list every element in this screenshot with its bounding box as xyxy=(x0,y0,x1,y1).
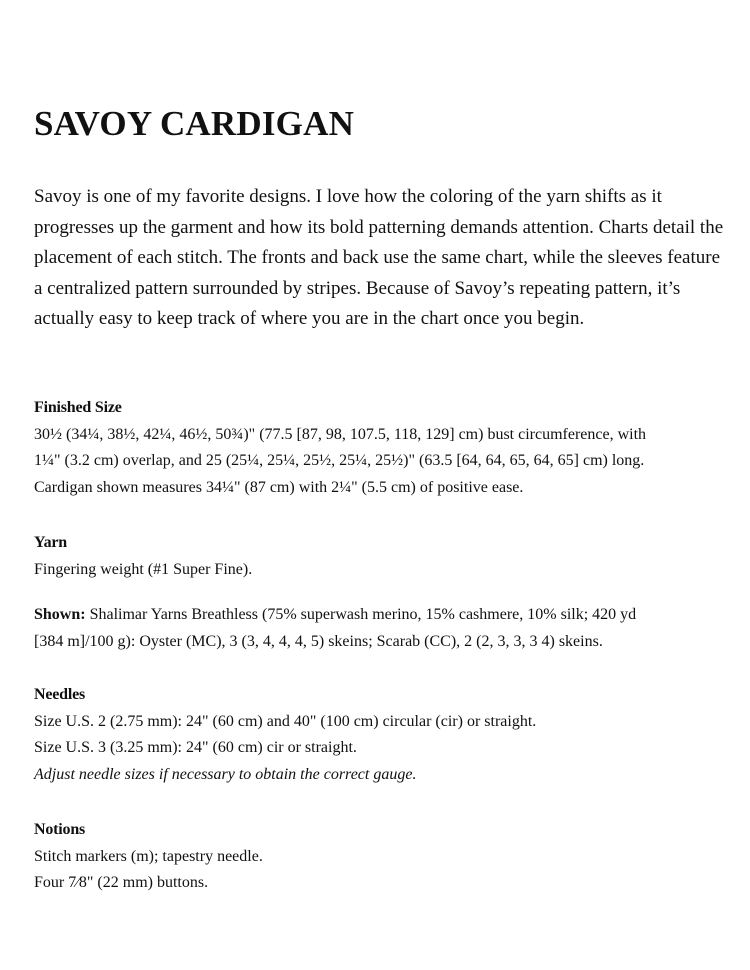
needles-heading: Needles xyxy=(34,686,86,703)
yarn-shown-line-2: [384 m]/100 g): Oyster (MC), 3 (3, 4, 4, 4, 5) skeins; Scarab (CC), 2 (2, 3, 3, 3 4) skeins. xyxy=(34,632,603,650)
yarn-weight: Fingering weight (#1 Super Fine). xyxy=(34,560,253,578)
yarn-shown-line-1 xyxy=(34,602,724,629)
yarn-shown-label: Shown: xyxy=(34,606,86,623)
page-title: SAVOY CARDIGAN xyxy=(34,104,355,143)
finished-size-heading: Finished Size xyxy=(34,399,122,416)
yarn-shown-text: Shalimar Yarns Breathless (75% superwash merino, 15% cashmere, 10% silk; 420 yd xyxy=(85,606,637,623)
needles-note: Adjust needle sizes if necessary to obtain the correct gauge. xyxy=(34,765,417,783)
needles-line-1: Size U.S. 2 (2.75 mm): 24" (60 cm) and 40" (100 cm) circular (cir) or straight. xyxy=(34,712,537,730)
finished-size-section xyxy=(34,395,724,501)
notions-section xyxy=(34,817,724,897)
notions-heading: Notions xyxy=(34,821,86,838)
notions-line-1: Stitch markers (m); tapestry needle. xyxy=(34,847,263,865)
finished-size-line-3: Cardigan shown measures 34¼" (87 cm) with 2¼" (5.5 cm) of positive ease. xyxy=(34,478,524,496)
finished-size-line-2: 1¼" (3.2 cm) overlap, and 25 (25¼, 25¼, 25½, 25¼, 25½)" (63.5 [64, 64, 65, 64, 65] cm) long. xyxy=(34,452,645,469)
yarn-heading: Yarn xyxy=(34,534,67,551)
finished-size-line-1: 30½ (34¼, 38½, 42¼, 46½, 50¾)" (77.5 [87, 98, 107.5, 118, 129] cm) bust circumference, with xyxy=(34,425,647,443)
needles-section xyxy=(34,682,724,788)
notions-line-2: Four 7⁄8" (22 mm) buttons. xyxy=(34,874,209,891)
intro-paragraph: Savoy is one of my favorite designs. I love how the coloring of the yarn shifts as it progresses up the garment and how its bold patterning demands attention. Charts detail the placement of each stitch. The fronts and back use the same chart, while the sleeves feature a centralized pattern surrounded by stripes. Because of Savoy’s repeating pattern, it’s actually easy to keep track of where you are in the chart once you begin. xyxy=(34,186,724,329)
needles-line-2: Size U.S. 3 (3.25 mm): 24" (60 cm) cir or straight. xyxy=(34,739,357,756)
yarn-section xyxy=(34,530,724,655)
